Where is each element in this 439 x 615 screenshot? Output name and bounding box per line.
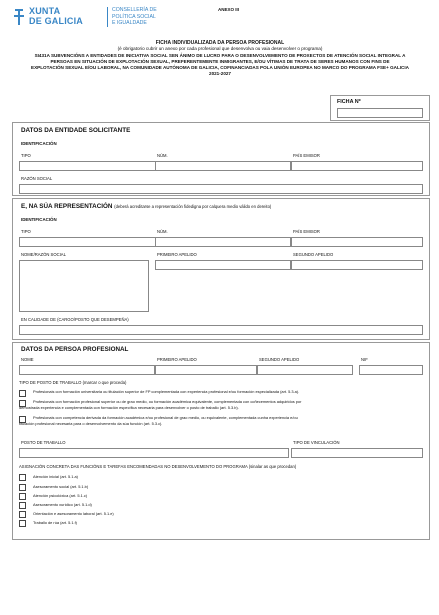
dept-line-1: CONSELLERÍA DE	[112, 7, 157, 13]
representacion-nome-label: NOME/RAZÓN SOCIAL	[21, 252, 66, 257]
entidade-pais-label: PAÍS EMISOR	[293, 153, 320, 158]
title-line-3: SI431A SUBVENCIÓNS A ENTIDADES DE INICIATIVA SOCIAL SEN ÁNIMO DE LUCRO PARA O DESENVOLVEMENTO DE PROXECTOS DE ATENCIÓN SOCIAL INTEGRAL A	[34, 52, 406, 58]
option-a-text: Profesionais con formación universitaria ou titulación superior de FP complementada con experiencia profesional e/ou formación especializada (art. 5.3.a).	[33, 389, 300, 394]
title-line-6: 2021-2027	[209, 71, 231, 77]
representacion-apelido1-input[interactable]	[155, 260, 291, 270]
title-line-4: PERSOAS EN SITUACIÓN DE EXPLOTACIÓN SEXUAL, PREFERENTEMENTE INMIGRANTES, E/OU VÍTIMAS DE TRATA DE SERES HUMANOS CON FINS DE	[50, 58, 390, 64]
funcion-1-checkbox[interactable]	[19, 474, 26, 481]
funcion-3-label: Atención psicolóxica (art. 5.1.c)	[33, 493, 88, 498]
funcion-1-label: Atención inicial (art. 5.1.a)	[33, 474, 78, 479]
funcion-6-checkbox[interactable]	[19, 520, 26, 527]
profesional-apelido2-label: SEGUNDO APELIDO	[259, 357, 300, 362]
representacion-apelido2-input[interactable]	[291, 260, 423, 270]
entidade-num-input[interactable]	[155, 161, 291, 171]
anexo-label: ANEXO III	[218, 7, 240, 12]
entidade-tipo-label: TIPO	[21, 153, 31, 158]
ficha-number-label: FICHA Nº	[337, 99, 361, 105]
dept-line-3: E IGUALDADE	[112, 20, 147, 27]
tipo-vinculacion-input[interactable]	[291, 448, 423, 458]
entidade-identificacion-label: IDENTIFICACIÓN	[21, 141, 57, 146]
profesional-apelido2-input[interactable]	[257, 365, 353, 375]
representacion-pais-input[interactable]	[291, 237, 423, 247]
tipo-vinculacion-label: TIPO DE VINCULACIÓN	[293, 440, 340, 445]
representacion-pais-label: PAÍS EMISOR	[293, 229, 320, 234]
posto-traballo-label: POSTO DE TRABALLO	[21, 440, 66, 445]
funcion-4-label: Asesoramento xurídico (art. 5.1.d)	[33, 502, 92, 507]
representacion-num-input[interactable]	[155, 237, 291, 247]
entidade-razon-label: RAZÓN SOCIAL	[21, 176, 53, 181]
option-c-text-2: titulación profesional necesaria para o desenvolvemento da súa función (art. 5.3.c).	[19, 421, 163, 426]
representacion-calidade-input[interactable]	[19, 325, 423, 335]
section-representacion-title	[21, 203, 271, 210]
title-line-5: EXPLOTACIÓN SEXUAL E/OU LABORAL, NA COMUNIDADE AUTÓNOMA DE GALICIA, COFINANCIADAS POLA UNIÓN EUROPEA NO MARCO DO PROGRAMA FSE+ GALICIA	[31, 65, 409, 71]
document-title	[10, 40, 430, 78]
title-line-1: FICHA INDIVIDUALIZADA DA PERSOA PROFESIONAL	[155, 40, 285, 46]
xunta-wordmark	[29, 6, 83, 26]
xunta-logo-icon	[12, 7, 26, 27]
representacion-note: (deberá acreditarse a representación fidedigna por calquera medio válido en dereito)	[114, 204, 272, 209]
profesional-nome-label: NOME	[21, 357, 34, 362]
funcion-4-checkbox[interactable]	[19, 502, 26, 509]
representacion-nome-input[interactable]	[19, 260, 149, 312]
logo-line-1: XUNTA	[29, 6, 61, 16]
representacion-tipo-label: TIPO	[21, 229, 31, 234]
entidade-razon-input[interactable]	[19, 184, 423, 194]
representacion-num-label: NÚM.	[157, 229, 168, 234]
funcion-2-label: Asesoramento social (art. 5.1.b)	[33, 484, 89, 489]
ficha-number-box	[330, 95, 430, 121]
funcion-5-checkbox[interactable]	[19, 511, 26, 518]
funcion-5-label: Orientación e asesoramento laboral (art. 5.1.e)	[33, 511, 114, 516]
section-profesional	[12, 342, 430, 540]
funcion-2-checkbox[interactable]	[19, 484, 26, 491]
ficha-number-input[interactable]	[337, 108, 423, 118]
entidade-pais-input[interactable]	[291, 161, 423, 171]
title-line-2: (é obrigatorio cubrir un anexo por cada profesional que desenvolva ou vaia desenvolver o programa)	[117, 46, 323, 52]
entidade-num-label: NÚM.	[157, 153, 168, 158]
representacion-tipo-input[interactable]	[19, 237, 159, 247]
section-profesional-title: DATOS DA PERSOA PROFESIONAL	[21, 346, 129, 353]
section-entidade-title: DATOS DA ENTIDADE SOLICITANTE	[21, 127, 131, 134]
representacion-identificacion-label: IDENTIFICACIÓN	[21, 217, 57, 222]
tipo-posto-label: TIPO DE POSTO DE TRABALLO (marcar o que proceda)	[19, 380, 127, 385]
posto-traballo-input[interactable]	[19, 448, 289, 458]
profesional-apelido1-label: PRIMEIRO APELIDO	[157, 357, 197, 362]
representacion-calidade-label: EN CALIDADE DE (CARGO/POSTO QUE DESEMPEÑA)	[21, 317, 129, 322]
option-b-text-1: Profesionais con formación profesional superior ou de grao medio, ou formación académica equivalente, complementada con coñecementos adquiridos por	[33, 399, 302, 404]
representacion-title-text: E, NA SÚA REPRESENTACIÓN	[21, 203, 113, 210]
funcion-6-label: Traballo de rúa (art. 5.1.f)	[33, 520, 77, 525]
representacion-apelido2-label: SEGUNDO APELIDO	[293, 252, 334, 257]
funcion-3-checkbox[interactable]	[19, 493, 26, 500]
profesional-apelido1-input[interactable]	[155, 365, 257, 375]
dept-line-2: POLÍTICA SOCIAL	[112, 13, 156, 20]
logo-line-2: DE GALICIA	[29, 16, 84, 26]
section-entidade	[12, 122, 430, 196]
profesional-nome-input[interactable]	[19, 365, 155, 375]
profesional-nif-input[interactable]	[359, 365, 423, 375]
section-representacion	[12, 198, 430, 340]
asignacion-label: ASIGNACIÓN CONCRETA DAS FUNCIÓNS E TAREFAS ENCOMENDADAS NO DESENVOLVEMENTO DO PROGRAMA (sinalar as que procedan)	[19, 464, 297, 469]
entidade-tipo-input[interactable]	[19, 161, 159, 171]
logo-divider	[107, 7, 108, 27]
option-a-checkbox[interactable]	[19, 390, 26, 397]
option-b-text-2: demostrada experiencia e complementada con formación específica necesaria para desenvolver o posto de traballo (art. 5.3.b).	[19, 405, 239, 410]
representacion-apelido1-label: PRIMEIRO APELIDO	[157, 252, 197, 257]
option-c-text-1: Profesionais con competencia derivada da formación académica e/ou profesional de grao medio, ou equivalente, complementada cunha experiencia e/ou	[33, 415, 298, 420]
department-name	[112, 7, 157, 27]
profesional-nif-label: NIF	[361, 357, 368, 362]
